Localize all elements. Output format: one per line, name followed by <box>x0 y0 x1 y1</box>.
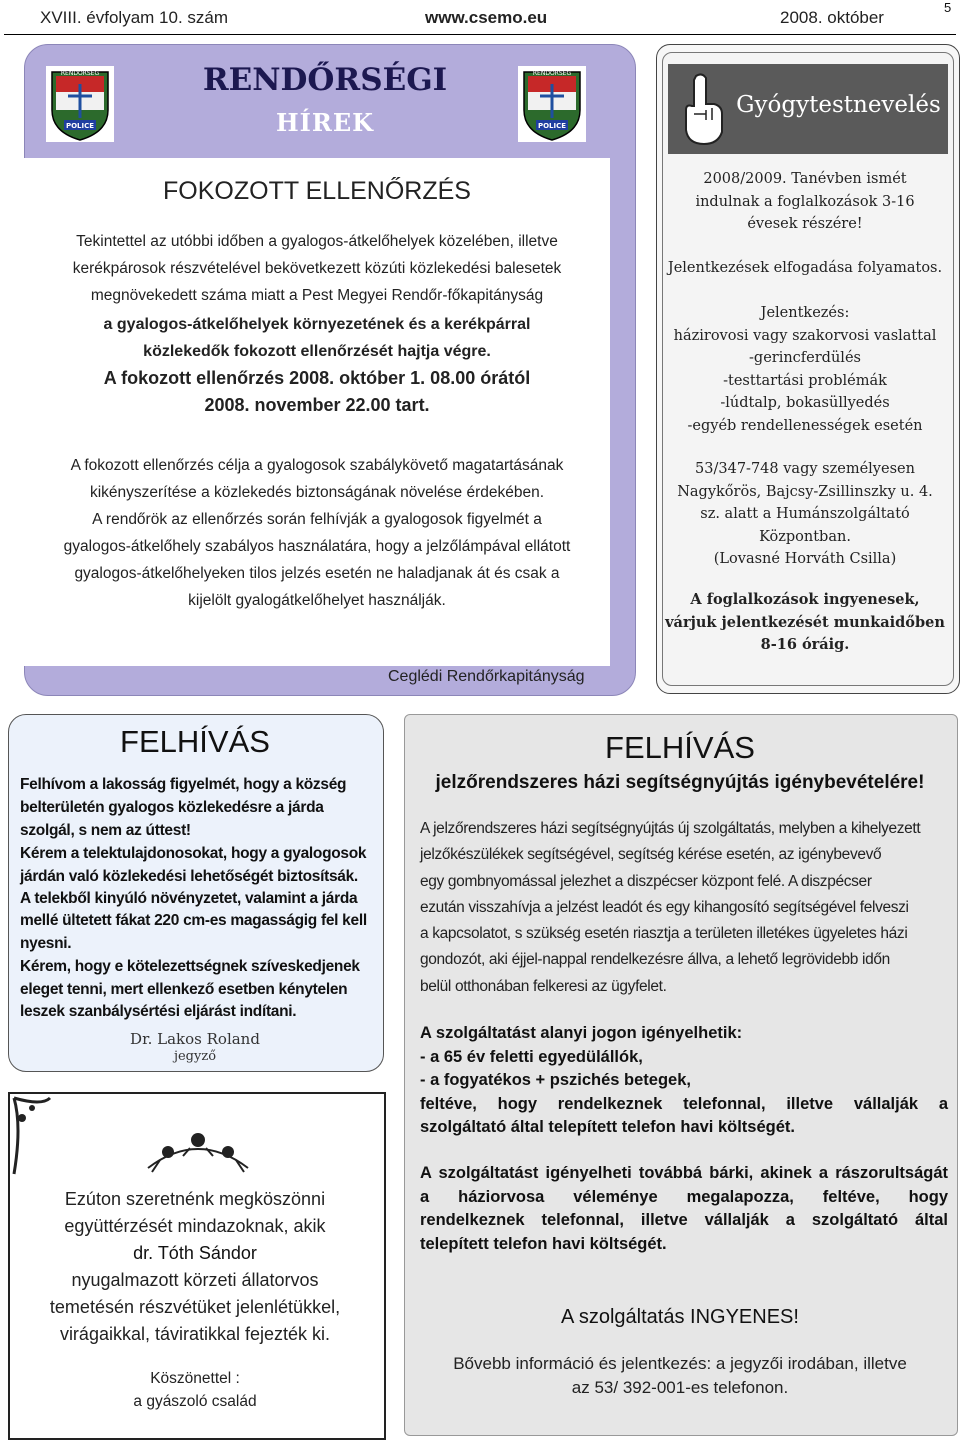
svg-text:RENDŐRSÉG: RENDŐRSÉG <box>60 70 100 77</box>
issue-info: XVIII. évfolyam 10. szám <box>40 8 229 27</box>
signer-name: Dr. Lakos Roland <box>130 1030 260 1048</box>
felhivas-left-line: A telekből kinyúló növényzetet, valamint a járda <box>20 890 358 907</box>
police-intro-line: megnövekedett száma miatt a Pest Megyei Rendőr-főkapitányság <box>90 287 544 304</box>
condolence-line: Ezúton szeretnénk megköszönni <box>64 1189 326 1209</box>
felhivas-left-line: Kérem, hogy e kötelezettségnek szíveskedjenek <box>20 958 360 975</box>
felhivas-left-line: járdán való közlekedési lehetőségét biztosítsák. <box>20 868 358 885</box>
free-service-note: A szolgáltatás INGYENES! <box>561 1306 799 1328</box>
police-body-line: kijelölt gyalogátkelőhelyet használják. <box>188 592 446 609</box>
police-badge-icon <box>518 66 586 147</box>
page-number: 5 <box>944 0 952 15</box>
police-bold-line: a gyalogos-átkelőhelyek környezetének és a kerékpárral <box>103 316 531 333</box>
felhivas-left-line: leszek szanbálysértési eljárást indítani. <box>20 1003 297 1020</box>
police-title: RENDŐRSÉGI <box>202 62 448 98</box>
police-bold-line: A fokozott ellenőrzés 2008. október 1. 08.00 órától <box>103 368 531 388</box>
felhivas-left-title: FELHÍVÁS <box>120 724 270 759</box>
felhivas-right-title: FELHÍVÁS <box>605 730 755 765</box>
service-description: A jelzőrendszeres házi segítségnyújtás új szolgáltatás, melyben a kihelyezett jelzőkészülékek segítségével, segítség kérése esetén, az igénybevevő egy gombnyomással jelezhet a diszpécser központ felé. A diszpécser ezután visszahívja a jelzést leadót és egy kihangosító segítségével felveszi a kapcsolatot, s szükség esetén riasztja a területen illetékes ügyeletes házi gondozót, aki éjjel-nappal rendelkezésre állva, a lehető legrövidebb időn belül otthonában felkeresi az ügyfelet. <box>420 820 921 995</box>
gyogy-accept: Jelentkezések elfogadása folyamatos. <box>667 260 943 276</box>
felhivas-left-line: Kérem a telektulajdonosokat, hogy a gyalogosok <box>20 845 367 862</box>
condolence-thanks: Köszönettel : <box>150 1370 240 1387</box>
header-divider <box>4 34 956 35</box>
gyogy-title: Gyógytestnevelés <box>736 92 941 118</box>
police-bold-line: 2008. november 22.00 tart. <box>204 395 430 415</box>
felhivas-left-line: belterületén gyalogos közlekedésre a járda <box>20 799 324 816</box>
pointing-hand-icon <box>678 70 728 153</box>
gyogy-free-note: A foglalkozások ingyenesek, várjuk jelentkezését munkaidőben 8-16 óráig. <box>665 591 945 653</box>
police-badge-icon <box>46 66 114 147</box>
felhivas-left-line: nyesni. <box>20 935 72 952</box>
gyogy-intro: 2008/2009. Tanévben ismét indulnak a foglalkozások 3-16 évesek részére! <box>695 171 915 232</box>
police-signature: Ceglédi Rendőrkapitányság <box>388 668 585 685</box>
felhivas-left-line: eleget tenni, mert ellenkező esetben kénytelen <box>20 981 348 998</box>
condolence-line: virágaikkal, táviratikkal fejezték ki. <box>59 1324 331 1344</box>
gyogy-requirements: Jelentkezés: házirovosi vagy szakorvosi vaslattal -gerincferdülés -testtartási problémák -lúdtalp, bokasüllyedés -egyéb rendellenességek esetén <box>673 305 937 434</box>
police-body-line: gyalogos-átkelőhely szabályos használatára, hogy a jelzőlámpával ellátott <box>63 538 571 555</box>
website-link[interactable]: www.csemo.eu <box>425 8 548 27</box>
condolence-from: a gyászoló család <box>133 1393 257 1410</box>
more-info: Bővebb információ és jelentkezés: a jegyzői irodában, illetve az 53/ 392-001-es telefonon. <box>453 1354 907 1397</box>
police-intro-line: Tekintettel az utóbbi időben a gyalogos-átkelőhelyek közelében, illetve <box>76 233 558 250</box>
issue-date: 2008. október <box>780 8 884 27</box>
police-heading: FOKOZOTT ELLENŐRZÉS <box>163 177 471 205</box>
mourning-flower-corner-icon <box>12 1096 52 1181</box>
felhivas-left-line: Felhívom a lakosság figyelmét, hogy a község <box>20 776 347 793</box>
svg-text:RENDŐRSÉG: RENDŐRSÉG <box>532 70 572 77</box>
svg-text:POLICE: POLICE <box>537 122 567 130</box>
deceased-name: dr. Tóth Sándor <box>133 1243 257 1263</box>
felhivas-left-line: mellé ültetett fákat 220 cm-es magasságig fel kell <box>20 912 367 929</box>
police-subtitle: HÍREK <box>276 108 374 137</box>
condolence-line: temetésén részvétüket jelenlétükkel, <box>49 1297 341 1317</box>
police-article <box>24 158 610 666</box>
condolence-line: nyugalmazott körzeti állatorvos <box>71 1270 319 1290</box>
gyogy-contact: 53/347-748 vagy személyesen Nagykőrös, Bajcsy-Zsillinszky u. 4. sz. alatt a Humánszolgáltató Központban. (Lovasné Horváth Csilla) <box>677 461 933 567</box>
eligibility-list: A szolgáltatást alanyi jogon igényelhetik: - a 65 év feletti egyedülállók, - a fogyatékos + pszichés betegek, feltéve, hogy rendelkeznek telefonnal, illetve vállalják a szolgáltató által telepített telefon havi költségét. <box>420 1024 948 1136</box>
svg-text:POLICE: POLICE <box>65 122 95 130</box>
police-body-line: gyalogos-átkelőhelyeken tilos jelzés esetén ne haladjanak át és csak a <box>74 565 560 582</box>
police-bold-line: közlekedők fokozott ellenőrzését hajtja végre. <box>143 343 491 360</box>
felhivas-right-subtitle: jelzőrendszeres házi segítségnyújtás igénybevételére! <box>435 772 925 793</box>
mourning-flowers-icon <box>138 1120 258 1185</box>
police-body-line: A fokozott ellenőrzés célja a gyalogosok szabálykövető magatartásának <box>70 457 564 474</box>
police-body-line: kikényszerítése a közlekedés biztonságának növelése érdekében. <box>89 484 545 501</box>
others-eligibility: A szolgáltatást igényelheti továbbá bárki, akinek a rászorultságát a háziorvosa véleménye megalapozza, feltéve, hogy rendelkeznek telefonnal, illetve vállalják a szolgáltató által telepített telefon havi költségét. <box>420 1164 948 1253</box>
police-intro-line: kerékpárosok részvételével bekövetkezett közúti közlekedési balesetek <box>72 260 562 277</box>
police-body-line: A rendőrök az ellenőrzés során felhívják a gyalogosok figyelmét a <box>92 511 542 528</box>
felhivas-left-line: szolgál, s nem az úttest! <box>20 822 191 839</box>
signer-role: jegyző <box>173 1049 217 1064</box>
condolence-line: együttérzését mindazoknak, akik <box>64 1216 326 1236</box>
